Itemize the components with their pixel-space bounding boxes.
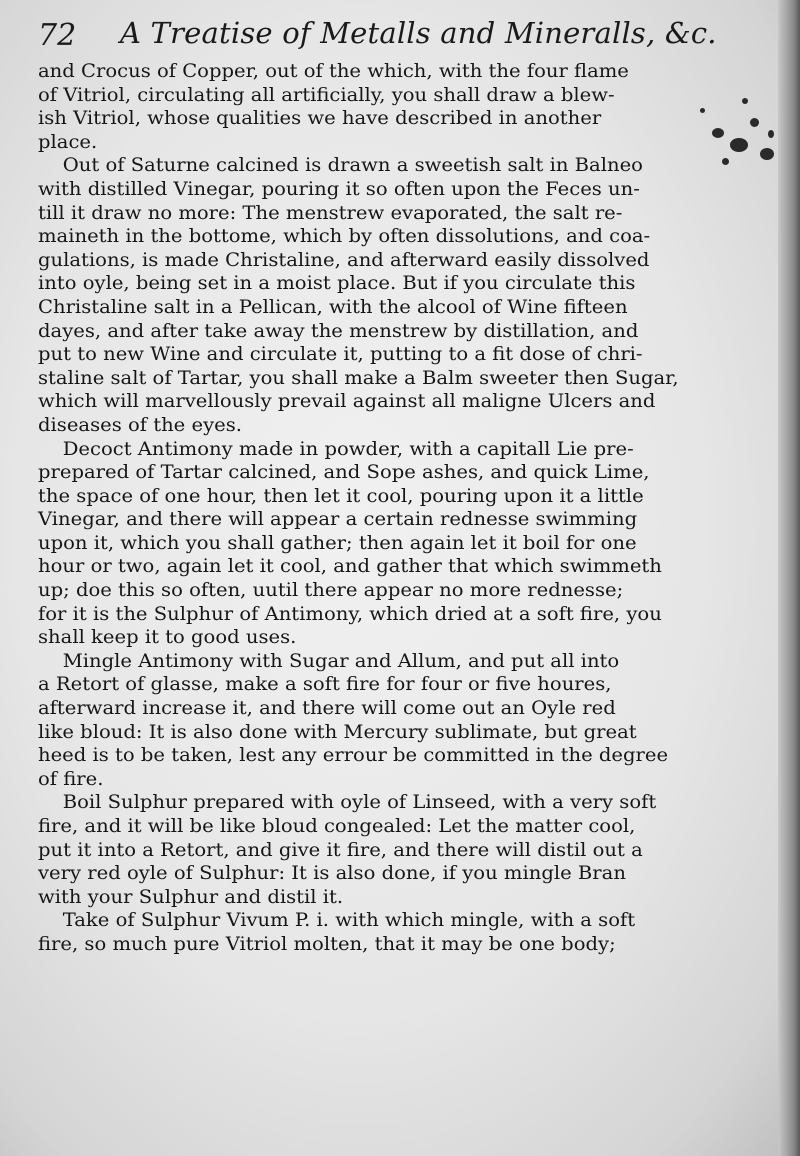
text-line: fire, so much pure Vitriol molten, that it may be one body; (38, 932, 616, 955)
text-line: put it into a Retort, and give it fire, and there will distil out a (38, 838, 643, 861)
text-line: up; doe this so often, uutil there appear no more rednesse; (38, 579, 624, 602)
text-line: afterward increase it, and there will come out an Oyle red (38, 697, 616, 720)
text-line: ish Vitriol, whose qualities we have described in another (38, 107, 602, 130)
text-line: Boil Sulphur prepared with oyle of Linseed, with a very soft (62, 791, 657, 814)
ink-stain (730, 138, 748, 152)
text-line: hour or two, again let it cool, and gather that which swimmeth (38, 555, 662, 578)
text-line: dayes, and after take away the menstrew by distillation, and (38, 319, 639, 342)
text-line: Mingle Antimony with Sugar and Allum, and put all into (62, 649, 620, 672)
text-line: diseases of the eyes. (38, 413, 242, 436)
text-line: heed is to be taken, lest any errour be committed in the degree (38, 744, 669, 767)
text-line: a Retort of glasse, make a soft fire for four or five houres, (38, 673, 612, 696)
text-line: fire, and it will be like bloud congealed: Let the matter cool, (38, 815, 636, 837)
page-number: 72 (38, 18, 77, 53)
page-edge-shadow (778, 0, 800, 1156)
text-line: with your Sulphur and distil it. (38, 885, 344, 908)
text-line: Christaline salt in a Pellican, with the alcool of Wine fifteen (38, 295, 628, 318)
text-line: which will marvellously prevail against all maligne Ulcers and (38, 390, 656, 413)
text-line: Decoct Antimony made in powder, with a capitall Lie pre- (62, 437, 634, 460)
text-line: into oyle, being set in a moist place. But if you circulate this (38, 272, 636, 295)
text-line: like bloud: It is also done with Mercury sublimate, but great (38, 720, 637, 743)
text-line: Vinegar, and there will appear a certain rednesse swimming (38, 508, 638, 531)
text-line: Take of Sulphur Vivum P. i. with which mingle, with a soft (62, 909, 636, 932)
ink-stain (760, 148, 774, 160)
ink-stain (712, 128, 724, 138)
ink-stain (768, 130, 774, 138)
text-line: till it draw no more: The menstrew evaporated, the salt re- (38, 201, 623, 224)
text-line: place. (38, 130, 98, 153)
text-line: and Crocus of Copper, out of the which, with the four flame (38, 60, 629, 82)
text-line: maineth in the bottome, which by often dissolutions, and coa- (38, 225, 651, 248)
text-line: the space of one hour, then let it cool, pouring upon it a little (38, 484, 644, 507)
page-header (38, 14, 758, 58)
text-line: gulations, is made Christaline, and afterward easily dissolved (38, 248, 650, 271)
text-line: staline salt of Tartar, you shall make a Balm sweeter then Sugar, (38, 366, 679, 389)
text-line: of fire. (38, 767, 104, 790)
text-line: prepared of Tartar calcined, and Sope ashes, and quick Lime, (38, 461, 650, 484)
text-line: of Vitriol, circulating all artificially, you shall draw a blew- (38, 83, 615, 106)
ink-stain (722, 158, 729, 165)
ink-stain (700, 108, 705, 113)
text-line: shall keep it to good uses. (38, 626, 297, 649)
running-head: A Treatise of Metalls and Mineralls, &c. (120, 16, 717, 50)
ink-stain (750, 118, 759, 127)
ink-stain (742, 98, 748, 104)
text-line: for it is the Sulphur of Antimony, which dried at a soft fire, you (38, 602, 662, 625)
text-line: put to new Wine and circulate it, putting to a fit dose of chri- (38, 343, 643, 366)
text-line: upon it, which you shall gather; then again let it boil for one (38, 531, 637, 554)
text-line: very red oyle of Sulphur: It is also done, if you mingle Bran (38, 862, 626, 885)
text-line: Out of Saturne calcined is drawn a sweetish salt in Balneo (62, 154, 643, 177)
text-line: with distilled Vinegar, pouring it so often upon the Feces un- (38, 177, 640, 200)
body-text (38, 60, 697, 957)
